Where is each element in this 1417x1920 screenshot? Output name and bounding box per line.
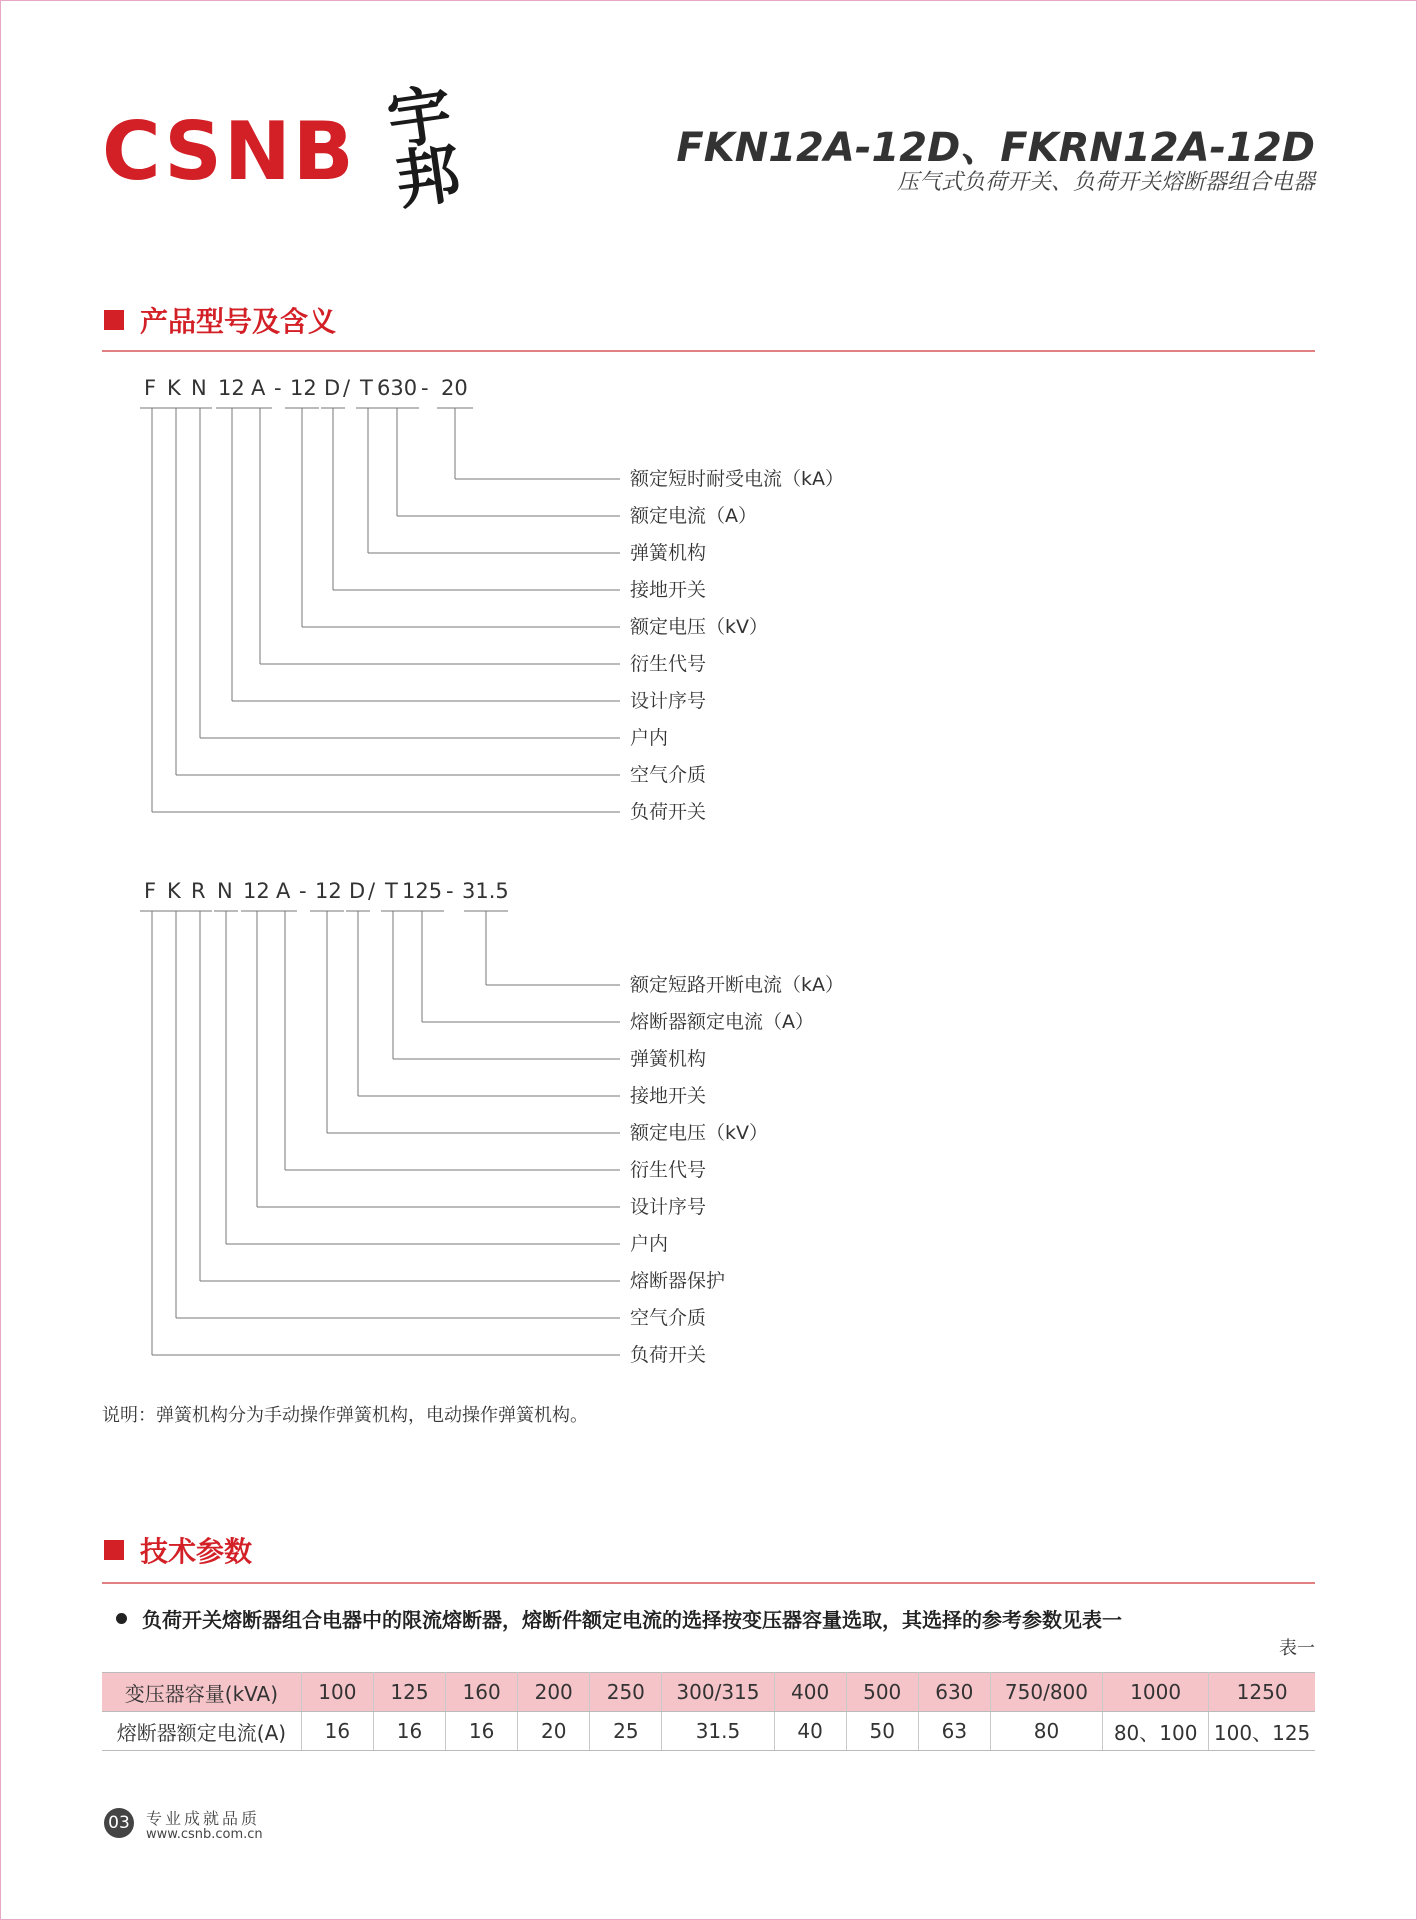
model-code-meaning: 负荷开关: [630, 801, 707, 823]
table-cell: 63: [918, 1712, 990, 1751]
model-code-meaning: 设计序号: [630, 1196, 707, 1218]
model-code-segment: F: [144, 376, 157, 400]
model-code-segment: N: [217, 879, 233, 903]
model-code-meaning: 弹簧机构: [630, 542, 707, 564]
brand-logo-calligraphy: 宇邦: [382, 76, 466, 220]
model-code-segment: N: [191, 376, 207, 400]
table-caption: 表一: [1279, 1638, 1315, 1659]
model-code-meaning: 熔断器额定电流（A）: [630, 1011, 814, 1033]
note-text: 说明：弹簧机构分为手动操作弹簧机构，电动操作弹簧机构。: [102, 1405, 588, 1426]
table-cell: 31.5: [662, 1712, 774, 1751]
section-marker-icon: [104, 1540, 124, 1560]
model-code-segment: D: [349, 879, 366, 903]
model-code-meaning: 衍生代号: [630, 1159, 707, 1181]
model-code-segment: /: [368, 879, 376, 903]
model-code-segment: K: [167, 376, 181, 400]
model-code-meaning: 接地开关: [630, 1085, 707, 1107]
table-row: [102, 1712, 1315, 1751]
model-code-meaning: 户内: [630, 1233, 669, 1255]
table-cell: 100: [301, 1673, 373, 1712]
table-cell: 200: [518, 1673, 590, 1712]
table-cell: 16: [446, 1712, 518, 1751]
model-code-segment: 12: [290, 376, 317, 400]
section-rule: [102, 1582, 1315, 1584]
model-code-segment: 12: [243, 879, 270, 903]
model-code-segment: T: [385, 879, 398, 903]
table-cell: 40: [774, 1712, 846, 1751]
model-title: FKN12A-12D、FKRN12A-12D: [676, 125, 1315, 171]
table-cell: 16: [373, 1712, 445, 1751]
table-cell: 1000: [1103, 1673, 1209, 1712]
model-code-segment: K: [167, 879, 181, 903]
model-code-meaning: 弹簧机构: [630, 1048, 707, 1070]
model-code-segment: 125: [402, 879, 443, 903]
model-code-segment: -: [299, 879, 307, 903]
model-code-segment: A: [251, 376, 266, 400]
model-code-segment: -: [446, 879, 454, 903]
table-cell: 125: [373, 1673, 445, 1712]
footer-slogan: 专业成就品质: [146, 1809, 261, 1828]
model-code-segment: A: [276, 879, 291, 903]
model-code-meaning: 空气介质: [630, 1307, 707, 1329]
table-cell: 25: [590, 1712, 662, 1751]
model-code-segment: D: [324, 376, 341, 400]
model-code-meaning: 设计序号: [630, 690, 707, 712]
table-cell: 500: [846, 1673, 918, 1712]
table-cell: 50: [846, 1712, 918, 1751]
table-cell: 16: [301, 1712, 373, 1751]
model-code-segment: /: [343, 376, 351, 400]
model-code-meaning: 额定电压（kV）: [630, 616, 769, 638]
table-cell: 250: [590, 1673, 662, 1712]
model-code-segment: F: [144, 879, 157, 903]
table-cell: 1250: [1209, 1673, 1315, 1712]
table-row-header: 变压器容量(kVA): [102, 1673, 301, 1712]
table-row: [102, 1673, 1315, 1712]
model-code-segment: -: [421, 376, 429, 400]
model-code-segment: R: [191, 879, 206, 903]
section-title: 技术参数: [140, 1535, 253, 1568]
table-cell: 750/800: [990, 1673, 1102, 1712]
model-code-meaning: 户内: [630, 727, 669, 749]
model-code-segment: -: [274, 376, 282, 400]
model-code-meaning: 接地开关: [630, 579, 707, 601]
brand-logo: CSNB: [102, 105, 356, 198]
product-subtitle: 压气式负荷开关、负荷开关熔断器组合电器: [896, 170, 1315, 195]
model-code-meaning: 额定电流（A）: [630, 505, 757, 527]
table-cell: 100、125: [1209, 1712, 1315, 1751]
model-code-meaning: 额定电压（kV）: [630, 1122, 769, 1144]
bullet-text: 负荷开关熔断器组合电器中的限流熔断器，熔断件额定电流的选择按变压器容量选取，其选择的参考参数见表一: [142, 1608, 1122, 1632]
model-code-meaning: 额定短路开断电流（kA）: [630, 974, 845, 996]
model-code-segment: 630: [377, 376, 418, 400]
table-cell: 80: [990, 1712, 1102, 1751]
table-cell: 400: [774, 1673, 846, 1712]
footer-website: www.csnb.com.cn: [146, 1827, 263, 1842]
table-cell: 20: [518, 1712, 590, 1751]
model-code-meaning: 熔断器保护: [630, 1270, 726, 1292]
model-code-segment: 12: [218, 376, 245, 400]
model-code-meaning: 额定短时耐受电流（kA）: [630, 468, 845, 490]
page-number: 03: [104, 1808, 134, 1838]
model-code-segment: 12: [315, 879, 342, 903]
model-code-meaning: 衍生代号: [630, 653, 707, 675]
section-title: 产品型号及含义: [140, 305, 337, 338]
model-code-meaning: 空气介质: [630, 764, 707, 786]
model-code-segment: T: [360, 376, 373, 400]
table-cell: 630: [918, 1673, 990, 1712]
table-row-header: 熔断器额定电流(A): [102, 1712, 301, 1751]
table-cell: 300/315: [662, 1673, 774, 1712]
bullet-icon: [116, 1613, 127, 1624]
fuse-selection-table: [102, 1672, 1315, 1751]
table-cell: 80、100: [1103, 1712, 1209, 1751]
model-code-meaning: 负荷开关: [630, 1344, 707, 1366]
model-code-segment: 31.5: [462, 879, 509, 903]
table-cell: 160: [446, 1673, 518, 1712]
model-code-segment: 20: [441, 376, 468, 400]
